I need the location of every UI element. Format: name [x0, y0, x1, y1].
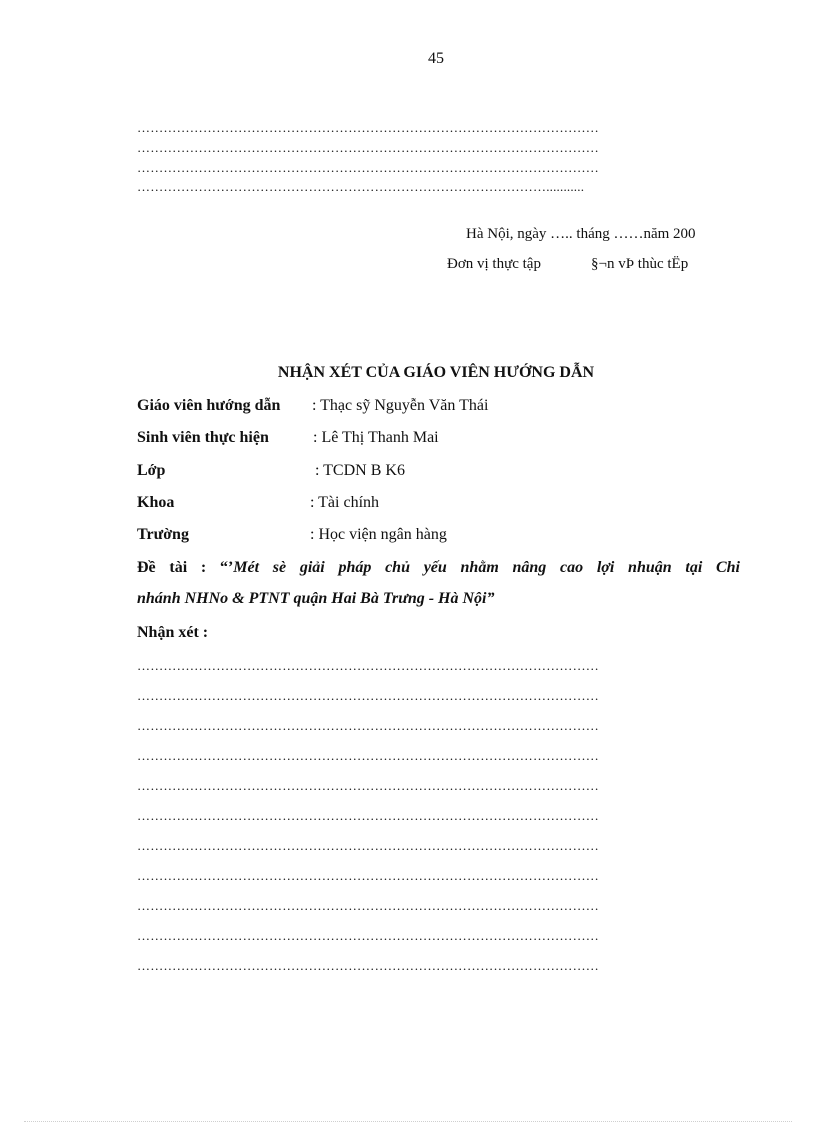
comment-dotted-line: ……………………………………………………………………………………………	[137, 838, 599, 853]
field-value-school: : Học viện ngân hàng	[310, 526, 447, 543]
topic-prefix: : “’	[200, 559, 234, 576]
field-value-student: : Lê Thị Thanh Mai	[313, 429, 439, 446]
topic-title-part2: nhánh NHNo & PTNT quận Hai Bà Trưng - Hà Nội”	[137, 590, 495, 607]
comment-dotted-line: ……………………………………………………………………………………………	[137, 898, 599, 913]
comment-dotted-line: ……………………………………………………………………………………………	[137, 658, 599, 673]
page-bottom-rule	[24, 1121, 792, 1122]
comment-dotted-line: ……………………………………………………………………………………………	[137, 778, 599, 793]
dotted-line: ……………………………………………………………………………………………	[137, 160, 599, 175]
field-label-supervisor: Giáo viên hướng dẫn	[137, 397, 281, 414]
comment-dotted-line: ……………………………………………………………………………………………	[137, 718, 599, 733]
topic-label: Đề tài	[137, 559, 188, 576]
dotted-line: ……………………………………………………………………………………………	[137, 140, 599, 155]
field-label-faculty: Khoa	[137, 494, 175, 511]
comment-label: Nhận xét :	[137, 624, 209, 641]
review-heading: NHẬN XÉT CỦA GIÁO VIÊN HƯỚNG DẪN	[277, 364, 595, 381]
comment-dotted-line: ……………………………………………………………………………………………	[137, 958, 599, 973]
field-label-class: Lớp	[137, 462, 166, 479]
field-value-supervisor: : Thạc sỹ Nguyễn Văn Thái	[312, 397, 489, 414]
date-line: Hà Nội, ngày ….. tháng ……năm 200	[466, 226, 696, 242]
field-label-school: Trường	[137, 526, 189, 543]
unit-label-garbled: §¬n vÞ thùc tËp	[591, 256, 689, 272]
unit-label: Đơn vị thực tập	[447, 256, 541, 272]
field-value-class: : TCDN B K6	[315, 462, 405, 479]
comment-dotted-line: ……………………………………………………………………………………………	[137, 868, 599, 883]
field-value-faculty: : Tài chính	[310, 494, 380, 511]
comment-dotted-line: ……………………………………………………………………………………………	[137, 748, 599, 763]
dotted-line: ……………………………………………………………………………………………	[137, 120, 599, 135]
page-number: 45	[428, 50, 444, 67]
topic-line-1	[137, 559, 740, 577]
field-label-student: Sinh viên thực hiện	[137, 429, 269, 446]
comment-dotted-line: ……………………………………………………………………………………………	[137, 808, 599, 823]
comment-dotted-line: ……………………………………………………………………………………………	[137, 688, 599, 703]
comment-dotted-line: ……………………………………………………………………………………………	[137, 928, 599, 943]
dotted-line: …………………………………………………………………………………...........	[137, 179, 585, 194]
topic-title-part1: Mét sè giải pháp chủ yếu nhằm nâng cao lợi nhuận tại Chi	[233, 559, 741, 576]
